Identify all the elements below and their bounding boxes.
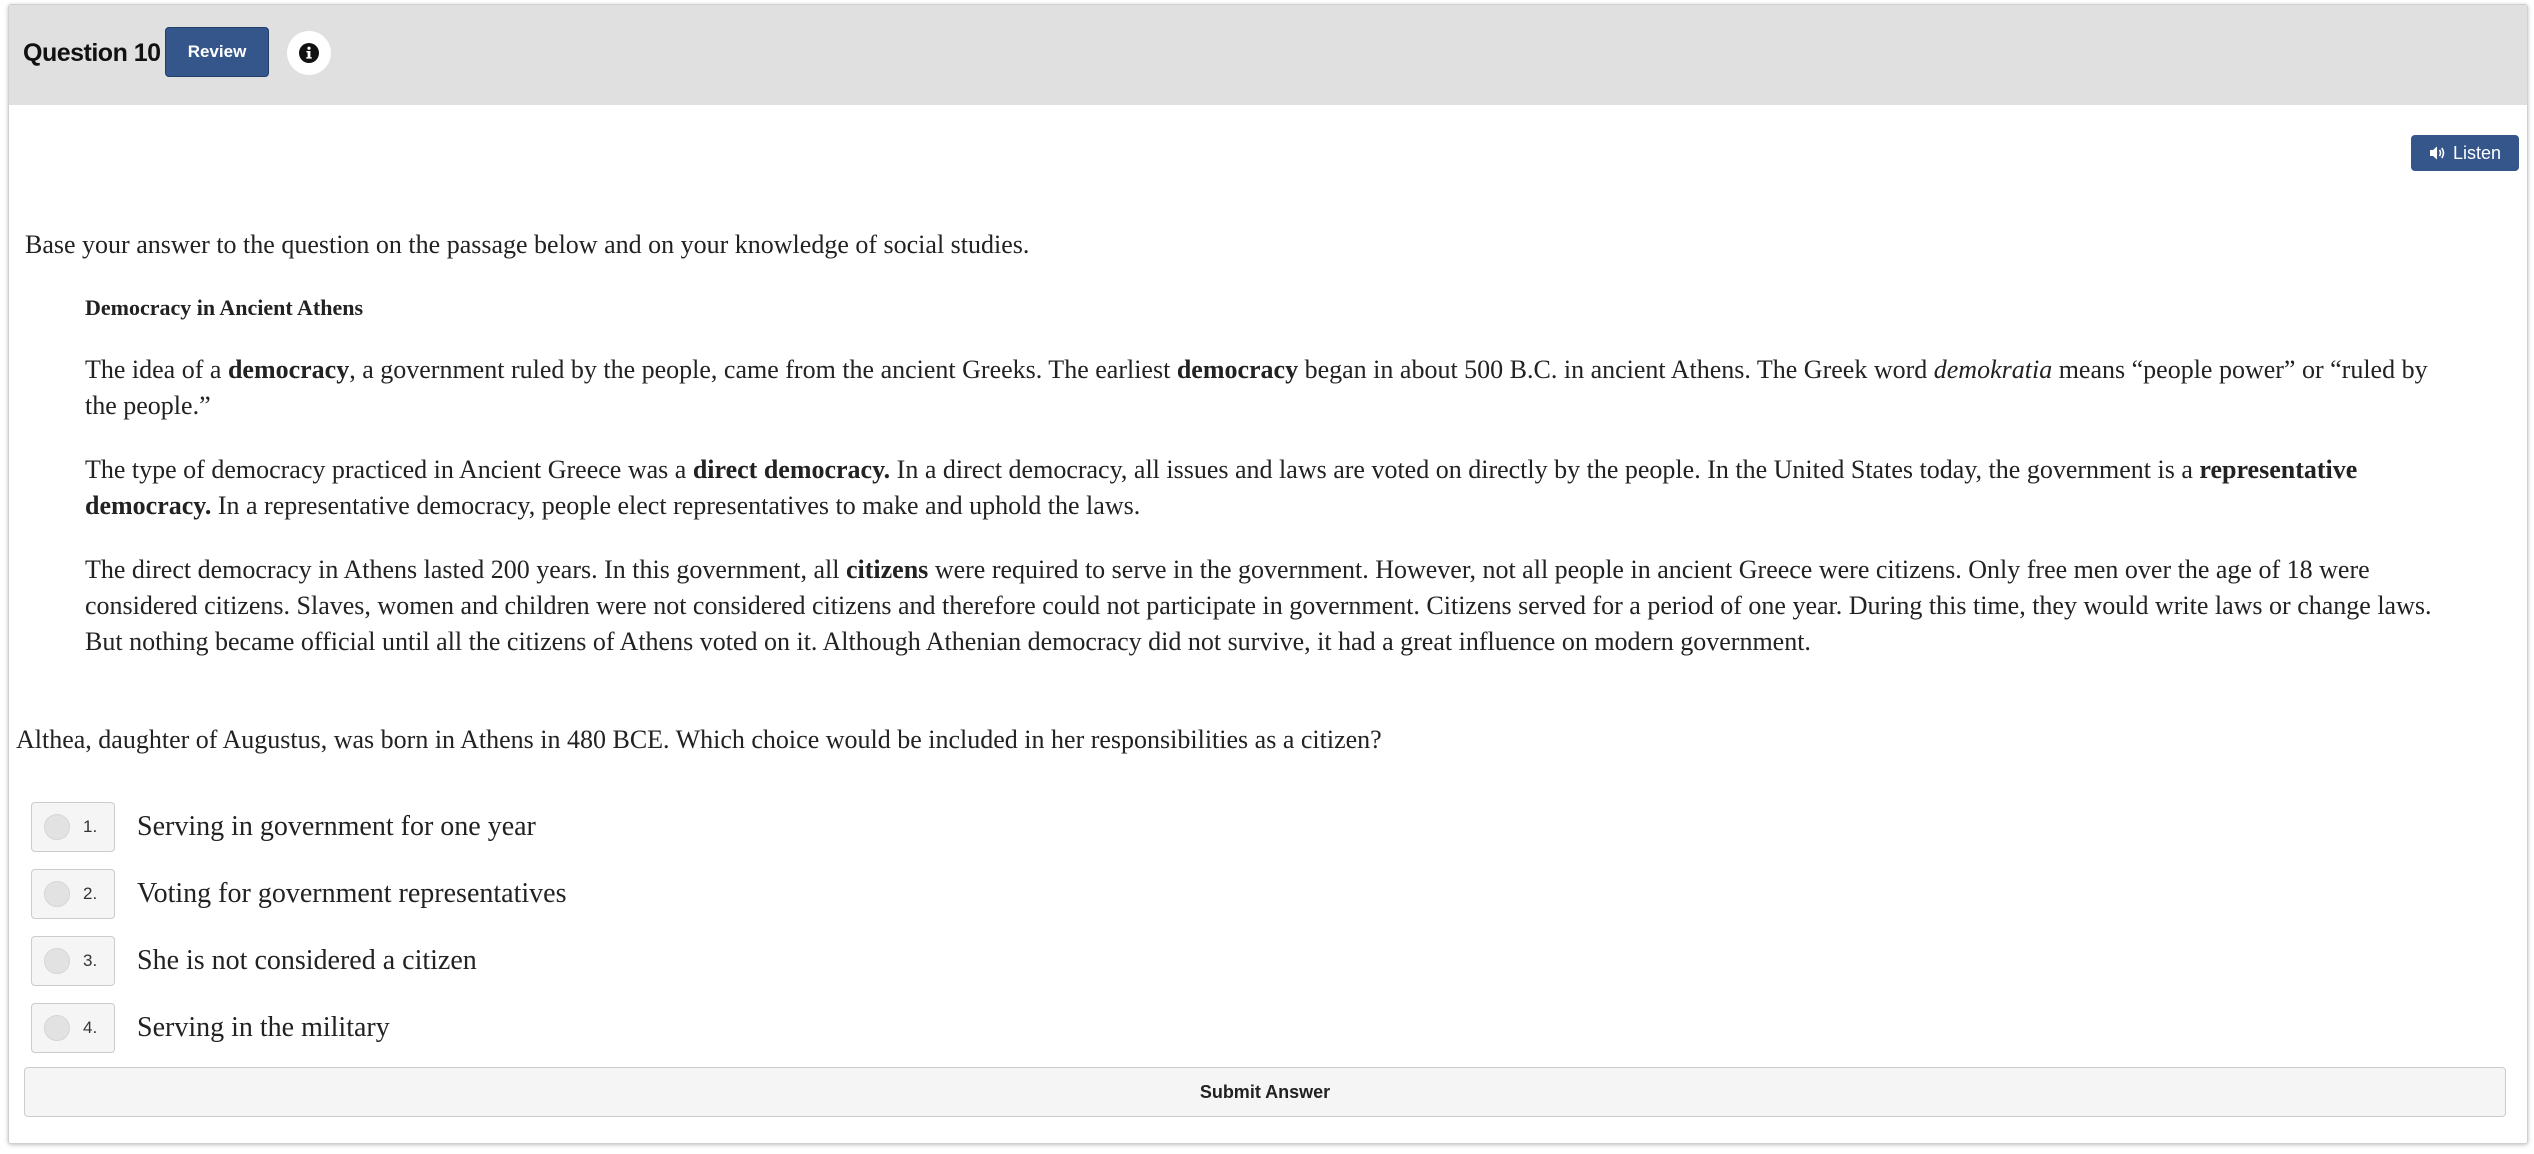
choice-number: 3. (83, 951, 98, 970)
choice-label: She is not considered a citizen (137, 945, 477, 976)
answer-choice-4[interactable] (31, 1002, 390, 1054)
choice-number: 1. (83, 817, 98, 836)
answer-choice-2[interactable] (31, 868, 566, 920)
passage-title: Democracy in Ancient Athens (85, 295, 364, 320)
review-button[interactable]: Review (165, 27, 269, 77)
answer-choice-1[interactable] (31, 801, 536, 853)
answer-radio-button[interactable] (31, 802, 115, 852)
choice-number: 2. (83, 884, 98, 903)
answer-radio-button[interactable] (31, 936, 115, 986)
submit-answer-button[interactable]: Submit Answer (24, 1067, 2506, 1117)
radio-circle-icon[interactable] (44, 1015, 70, 1041)
info-button[interactable] (287, 31, 331, 75)
instruction-text: Base your answer to the question on the passage below and on your knowledge of social studies. (25, 230, 1030, 259)
choice-number: 4. (83, 1018, 98, 1037)
radio-circle-icon[interactable] (44, 881, 70, 907)
question-text: Althea, daughter of Augustus, was born in Athens in 480 BCE. Which choice would be included in her responsibilities as a citizen? (16, 725, 1382, 754)
radio-circle-icon[interactable] (44, 948, 70, 974)
question-header (9, 5, 2527, 105)
info-icon (299, 43, 319, 63)
choice-label: Serving in government for one year (137, 811, 536, 842)
answer-radio-button[interactable] (31, 869, 115, 919)
passage-paragraph-3: The direct democracy in Athens lasted 200 years. In this government, all citizens were required to serve in the government. However, not all people in ancient Greece were citizens. Only free men over the age of 18 were considered citizens. Slaves, women and children were not considered citizens and therefore could not participate in government. Citizens served for a period of one year. During this time, they would write laws or change laws. But nothing became official until all the citizens of Athens voted on it. Although Athenian democracy did not survive, it had a great influence on modern government. (85, 555, 2432, 656)
answer-radio-button[interactable] (31, 1003, 115, 1053)
radio-circle-icon[interactable] (44, 814, 70, 840)
listen-label: Listen (2452, 142, 2502, 163)
question-panel (8, 4, 2528, 1144)
choice-label: Serving in the military (137, 1012, 390, 1043)
answer-choice-3[interactable] (31, 935, 477, 987)
passage-paragraph-2: The type of democracy practiced in Ancient Greece was a direct democracy. In a direct democracy, all issues and laws are voted on directly by the people. In the United States today, the government is a representative democracy. In a representative democracy, people elect representatives to make and uphold the laws. (85, 455, 2358, 520)
passage-paragraph-1: The idea of a democracy, a government ruled by the people, came from the ancient Greeks. The earliest democracy began in about 500 B.C. in ancient Athens. The Greek word demokratia means “people power” or “ruled by the people.” (85, 355, 2428, 420)
choice-label: Voting for government representatives (137, 878, 567, 909)
listen-button[interactable] (2411, 135, 2519, 171)
question-number: Question 10 (23, 39, 161, 67)
speaker-icon (2429, 145, 2447, 161)
